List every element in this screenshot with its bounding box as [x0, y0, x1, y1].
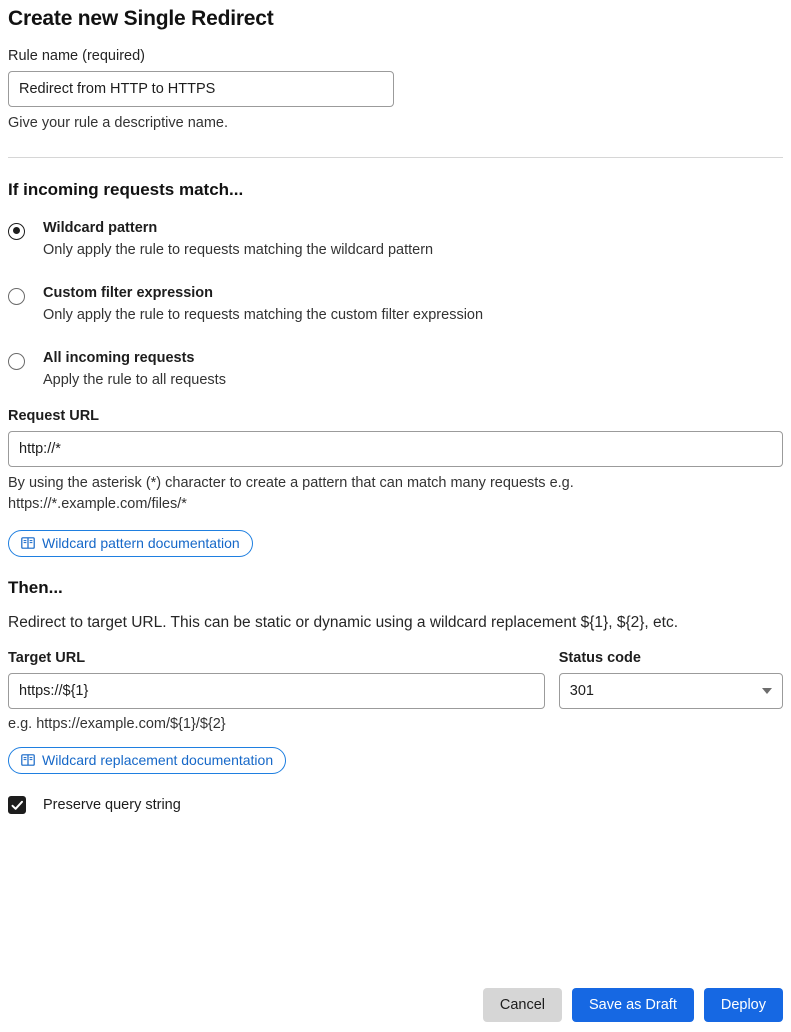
book-icon	[21, 753, 35, 767]
target-url-label: Target URL	[8, 649, 86, 666]
status-code-value: 301	[569, 682, 594, 699]
radio-option-all-incoming-requests[interactable]	[8, 350, 783, 388]
rule-name-help: Give your rule a descriptive name.	[8, 115, 229, 131]
preserve-query-string-label: Preserve query string	[43, 796, 181, 813]
radio-description: Apply the rule to all requests	[43, 371, 226, 388]
radio-button-icon[interactable]	[8, 223, 25, 240]
doc-link-label: Wildcard replacement documentation	[42, 752, 274, 769]
save-as-draft-button[interactable]: Save as Draft	[572, 988, 694, 1022]
page-title: Create new Single Redirect	[8, 7, 274, 30]
radio-label: All incoming requests	[43, 349, 195, 366]
match-section-heading: If incoming requests match...	[8, 179, 244, 199]
radio-description: Only apply the rule to requests matching the custom filter expression	[43, 306, 484, 323]
match-mode-radio-group	[8, 220, 783, 388]
request-url-help-line-1: By using the asterisk (*) character to create a pattern that can match many requests e.g.	[8, 474, 574, 491]
wildcard-pattern-documentation-link[interactable]	[8, 530, 253, 557]
request-url-help-line-2: https://*.example.com/files/*	[8, 496, 187, 513]
radio-description: Only apply the rule to requests matching the wildcard pattern	[43, 241, 434, 258]
target-url-example: e.g. https://example.com/${1}/${2}	[8, 715, 226, 732]
rule-name-input[interactable]	[8, 71, 394, 107]
then-section-description: Redirect to target URL. This can be static or dynamic using a wildcard replacement ${1}, ${2}, etc.	[8, 613, 679, 631]
form-footer-actions	[483, 988, 783, 1022]
radio-label: Wildcard pattern	[43, 219, 158, 236]
section-divider	[8, 157, 783, 158]
book-icon	[21, 536, 35, 550]
radio-option-wildcard-pattern[interactable]	[8, 220, 783, 258]
then-section-heading: Then...	[8, 577, 63, 597]
status-code-select[interactable]	[559, 673, 783, 709]
target-url-input[interactable]	[8, 673, 545, 709]
preserve-query-string-row[interactable]	[8, 796, 783, 814]
rule-name-label: Rule name (required)	[8, 48, 146, 64]
wildcard-replacement-documentation-link[interactable]	[8, 747, 286, 774]
doc-link-label: Wildcard pattern documentation	[42, 535, 240, 552]
status-code-label: Status code	[558, 649, 641, 666]
radio-option-custom-filter-expression[interactable]	[8, 285, 783, 323]
checkbox-checked-icon[interactable]	[8, 796, 26, 814]
request-url-label: Request URL	[8, 407, 100, 424]
radio-label: Custom filter expression	[43, 284, 214, 301]
target-and-status-row	[8, 650, 783, 709]
target-url-field	[8, 650, 545, 709]
request-url-input[interactable]	[8, 431, 783, 467]
radio-button-icon[interactable]	[8, 353, 25, 370]
status-code-field	[559, 650, 783, 709]
radio-button-icon[interactable]	[8, 288, 25, 305]
cancel-button[interactable]: Cancel	[483, 988, 562, 1022]
deploy-button[interactable]: Deploy	[704, 988, 783, 1022]
